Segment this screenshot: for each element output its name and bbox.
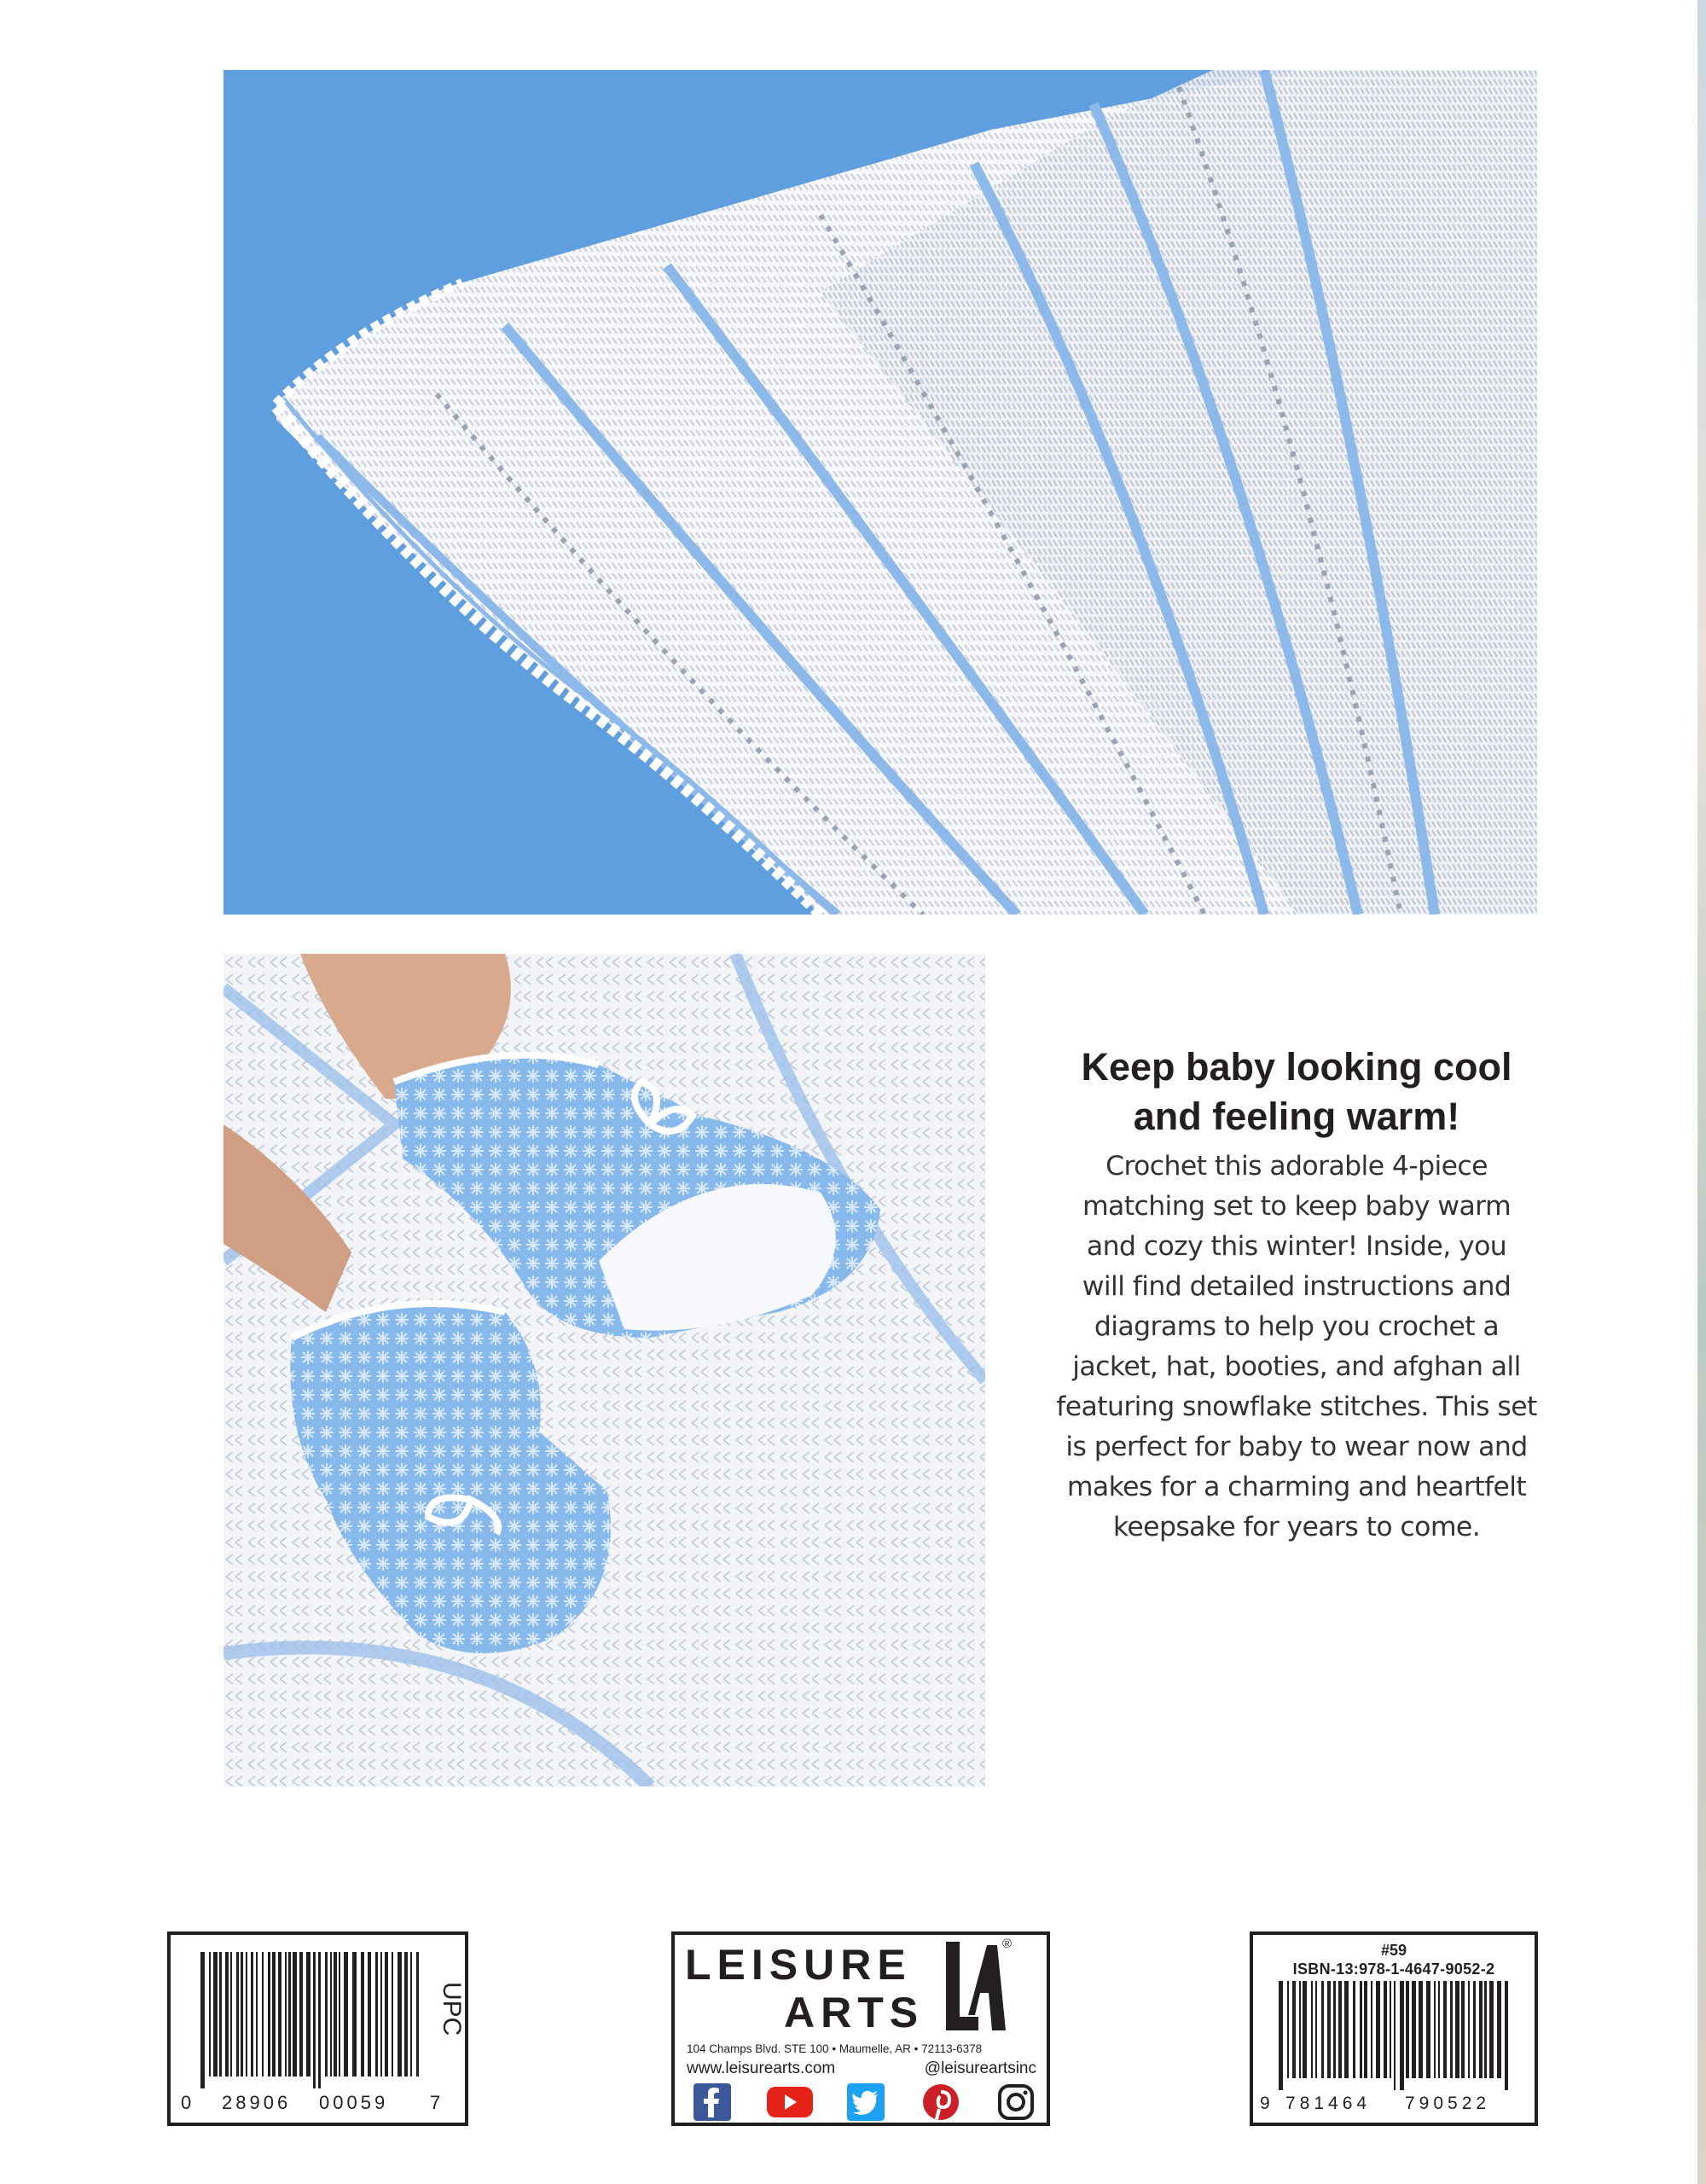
barcode-bar	[330, 1952, 332, 2077]
description-line: keepsake for years to come.	[1112, 1512, 1481, 1542]
isbn-barcode	[1279, 1981, 1513, 2090]
barcode-bar	[1315, 1981, 1317, 2078]
barcode-bar	[293, 1952, 297, 2077]
barcode-bar	[1303, 1981, 1307, 2078]
la-monogram-icon	[946, 1942, 1006, 2030]
barcode-bar	[1376, 1981, 1380, 2078]
isbn-code: ISBN-13:978-1-4647-9052-2	[1292, 1960, 1495, 1978]
barcode-bar	[380, 1952, 382, 2077]
description-line: is perfect for baby to wear now and	[1065, 1432, 1528, 1462]
barcode-bar	[375, 1952, 378, 2077]
barcode-bar	[1311, 1981, 1313, 2078]
instagram-icon[interactable]	[997, 2083, 1035, 2121]
barcode-bar	[1461, 1981, 1465, 2078]
headline	[1041, 1043, 1552, 1141]
social-icons	[693, 2083, 1035, 2121]
barcode-bar	[241, 1952, 243, 2077]
upc-digits	[181, 2092, 454, 2117]
barcode-bar	[1484, 1981, 1487, 2078]
barcode-bar	[1364, 1981, 1367, 2078]
barcode-bar	[404, 1952, 408, 2077]
barcode-bar	[339, 1952, 340, 2077]
barcode-bar	[1287, 1981, 1289, 2078]
barcode-bar	[1353, 1981, 1355, 2078]
barcode-bar	[1327, 1981, 1331, 2078]
barcode-bar	[1489, 1981, 1494, 2078]
barcode-bar	[285, 1952, 287, 2077]
upc-barcode-box	[167, 1931, 468, 2126]
barcode-bar	[268, 1952, 270, 2077]
barcode-bar	[416, 1952, 419, 2077]
isbn-digits	[1260, 2094, 1533, 2117]
barcode-bar	[299, 1952, 303, 2077]
barcode-bar	[1479, 1981, 1483, 2078]
barcode-bar	[1279, 1981, 1283, 2090]
barcode-bar	[225, 1952, 229, 2077]
barcode-bar	[1438, 1981, 1440, 2078]
barcode-bar	[385, 1952, 388, 2077]
facebook-icon[interactable]	[693, 2083, 731, 2121]
website-link[interactable]: www.leisurearts.com	[687, 2059, 836, 2077]
isbn-digit-group: 781464	[1285, 2094, 1372, 2113]
booties-illustration	[223, 954, 985, 1786]
barcode-bar	[352, 1952, 357, 2077]
barcode-bar	[230, 1952, 232, 2077]
barcode-bar	[361, 1952, 364, 2077]
description-line: Crochet this adorable 4-piece	[1105, 1151, 1488, 1182]
barcode-bar	[344, 1952, 348, 2077]
barcode-bar	[1384, 1981, 1387, 2078]
barcode-bar	[1371, 1981, 1372, 2078]
barcode-bar	[251, 1952, 253, 2077]
barcode-bar	[1360, 1981, 1362, 2078]
logo-word-leisure: LEISURE	[685, 1941, 912, 1989]
barcode-bar	[1468, 1981, 1470, 2078]
barcode-bar	[1394, 1981, 1396, 2090]
barcode-bar	[256, 1952, 258, 2077]
description-line: and cozy this winter! Inside, you	[1086, 1231, 1507, 1262]
barcode-bar	[1292, 1981, 1296, 2078]
publisher-logo-box	[671, 1931, 1050, 2126]
barcode-bar	[1406, 1981, 1409, 2078]
barcode-bar	[1505, 1981, 1508, 2090]
barcode-bar	[368, 1952, 371, 2077]
upc-barcode	[200, 1952, 426, 2088]
description-block	[1041, 1043, 1552, 1548]
description-text	[1041, 1147, 1552, 1548]
barcode-bar	[318, 1952, 321, 2088]
barcode-bar	[1497, 1981, 1501, 2078]
barcode-bar	[334, 1952, 337, 2077]
barcode-bar	[262, 1952, 264, 2077]
afghan-illustration	[223, 70, 1537, 915]
upc-digit-group: 0	[181, 2092, 192, 2113]
pinterest-icon[interactable]	[922, 2083, 960, 2121]
description-line: will find detailed instructions and	[1082, 1271, 1512, 1302]
youtube-icon[interactable]	[767, 2083, 813, 2121]
barcode-bar	[410, 1952, 412, 2077]
barcode-bar	[1338, 1981, 1342, 2078]
barcode-bar	[236, 1952, 239, 2077]
barcode-bar	[1400, 1981, 1404, 2090]
isbn-barcode-box	[1250, 1931, 1538, 2126]
description-line: diagrams to help you crochet a	[1094, 1311, 1500, 1342]
social-handle[interactable]: @leisureartsinc	[924, 2059, 1036, 2077]
headline-line-2: and feeling warm!	[1133, 1095, 1460, 1138]
afghan-photo	[223, 70, 1537, 915]
barcode-bar	[1390, 1981, 1391, 2078]
barcode-bar	[200, 1952, 205, 2088]
isbn-digit-group: 790522	[1405, 2094, 1491, 2113]
barcode-bar	[219, 1952, 222, 2077]
twitter-icon[interactable]	[847, 2083, 885, 2121]
upc-digit-group: 00059	[319, 2092, 389, 2113]
upc-digit-group: 28906	[222, 2092, 292, 2113]
barcode-bar	[313, 1952, 316, 2088]
upc-digit-group: 7	[430, 2092, 441, 2113]
barcode-bar	[392, 1952, 393, 2077]
barcode-bar	[278, 1952, 281, 2077]
barcode-bar	[1412, 1981, 1416, 2078]
barcode-bar	[1450, 1981, 1453, 2078]
barcode-bar	[1321, 1981, 1324, 2078]
barcode-bar	[1473, 1981, 1476, 2078]
description-line: matching set to keep baby warm	[1082, 1191, 1512, 1222]
barcode-bar	[1426, 1981, 1430, 2078]
barcode-bar	[1434, 1981, 1436, 2078]
barcode-bar	[209, 1952, 211, 2077]
upc-label: UPC	[438, 1982, 466, 2036]
description-line: featuring snowflake stitches. This set	[1056, 1391, 1537, 1422]
barcode-bar	[1333, 1981, 1336, 2078]
item-number: #59	[1380, 1942, 1407, 1959]
publisher-address: 104 Champs Blvd. STE 100 • Maumelle, AR • 72113-6378	[687, 2042, 983, 2055]
barcode-bar	[1299, 1981, 1301, 2078]
barcode-bar	[397, 1952, 402, 2077]
barcode-bar	[306, 1952, 310, 2077]
publisher-contact-row	[687, 2059, 1045, 2078]
barcode-bar	[213, 1952, 218, 2077]
page-edge-strip	[1697, 0, 1706, 2184]
barcode-bar	[1419, 1981, 1423, 2078]
headline-line-1: Keep baby looking cool	[1081, 1045, 1512, 1089]
registered-mark: ®	[1002, 1937, 1013, 1951]
description-line: makes for a charming and heartfelt	[1066, 1472, 1527, 1502]
barcode-bar	[246, 1952, 247, 2077]
booties-photo	[223, 954, 985, 1786]
barcode-bar	[1443, 1981, 1447, 2078]
description-line: jacket, hat, booties, and afghan all	[1072, 1351, 1521, 1382]
barcode-bar	[272, 1952, 276, 2077]
barcode-bar	[1344, 1981, 1349, 2078]
barcode-bar	[1455, 1981, 1459, 2078]
barcode-bar	[325, 1952, 328, 2077]
barcode-bar	[288, 1952, 291, 2077]
logo-word-arts: ARTS	[784, 1989, 925, 2036]
isbn-digit-group: 9	[1260, 2094, 1270, 2113]
